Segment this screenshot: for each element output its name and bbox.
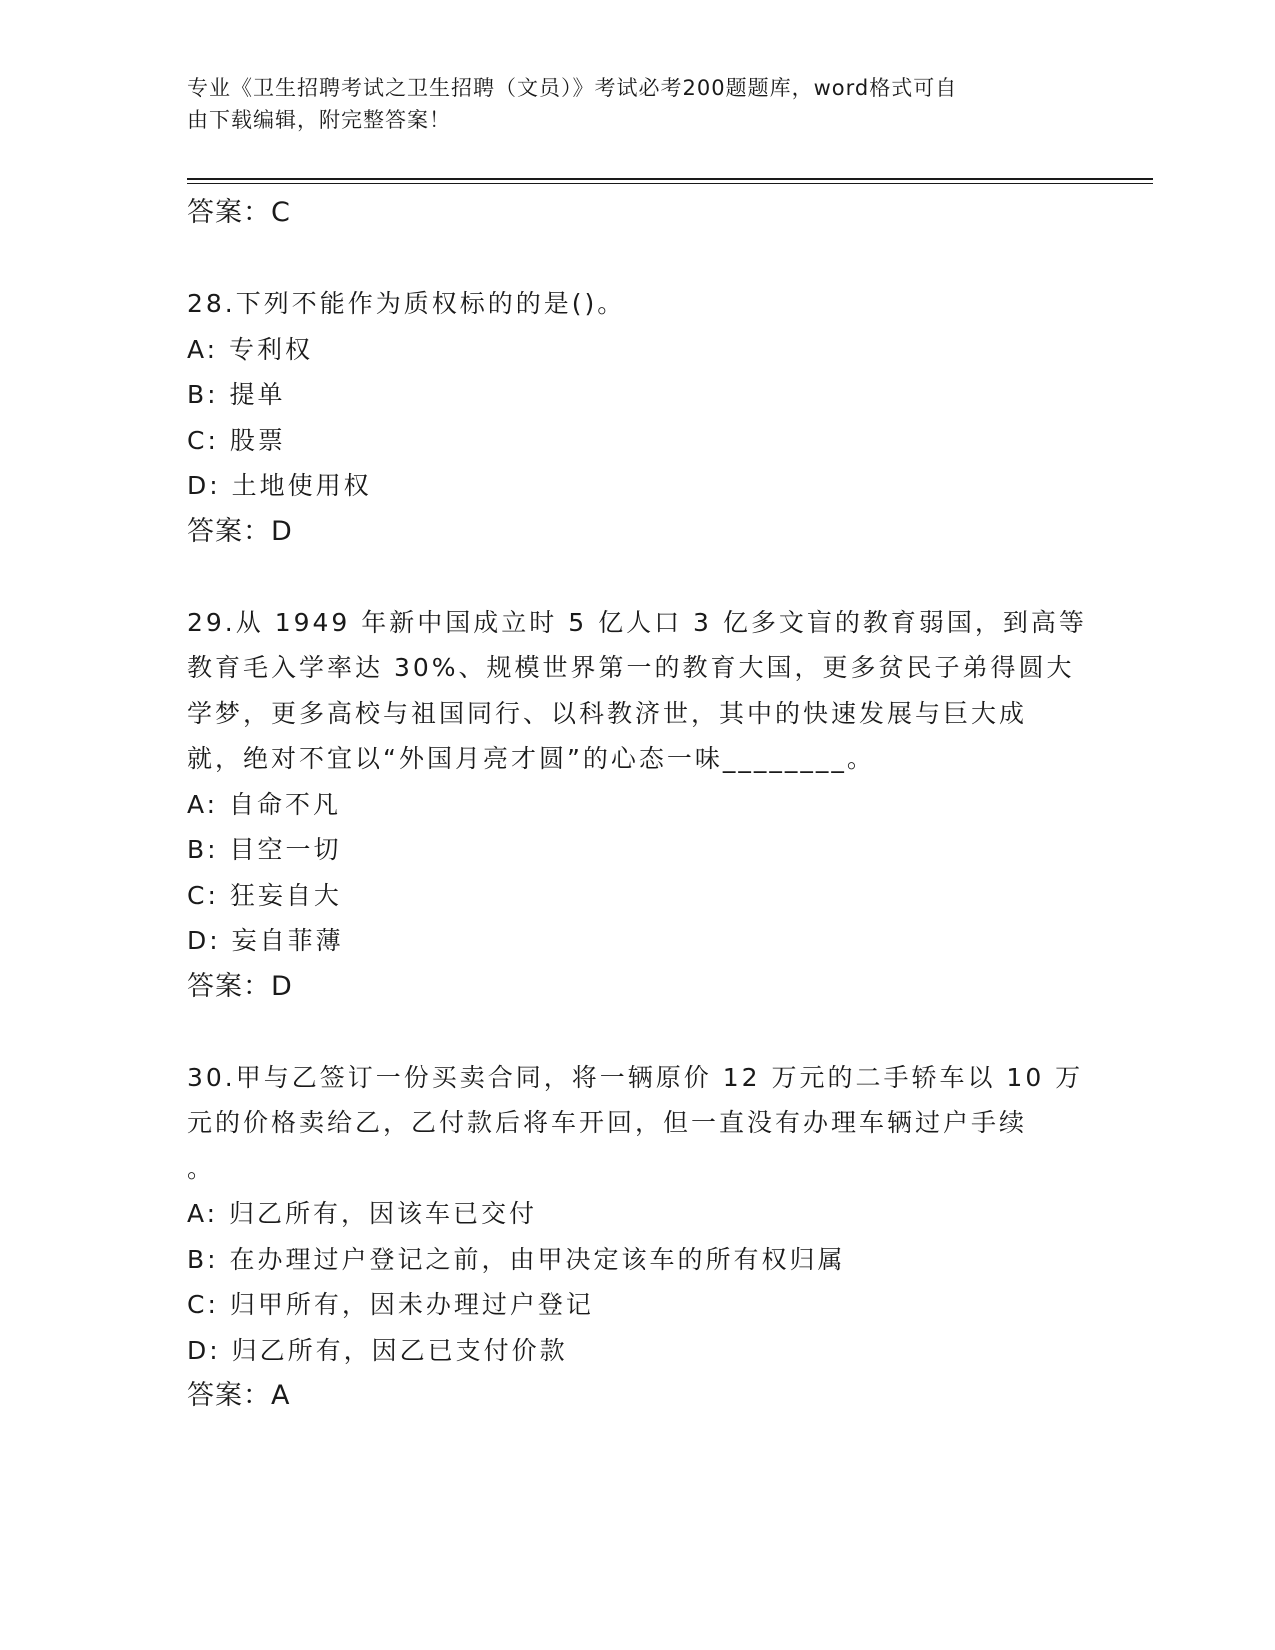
option-c: C: 股票 — [187, 425, 286, 455]
question-block — [187, 1055, 1087, 1419]
option-d: D: 土地使用权 — [187, 471, 372, 500]
spacer — [187, 236, 1087, 282]
option-b: B: 在办理过户登记之前，由甲决定该车的所有权归属 — [187, 1244, 846, 1274]
option-d: D: 妄自菲薄 — [187, 926, 344, 955]
question-stem: 就，绝对不宜以“外国月亮才圆”的心态一味________。 — [187, 744, 875, 773]
answer: 答案：D — [187, 515, 293, 547]
option-c: C: 归甲所有，因未办理过户登记 — [187, 1290, 594, 1319]
header-divider-thin — [187, 183, 1153, 184]
answer: 答案：A — [187, 1380, 291, 1411]
header-line-2: 由下载编辑，附完整答案！ — [187, 108, 451, 132]
spacer — [187, 554, 1087, 600]
question-block — [187, 600, 1087, 1010]
question-stem: 28.下列不能作为质权标的的是()。 — [187, 289, 626, 318]
option-b: B: 提单 — [187, 380, 286, 409]
option-a: A: 归乙所有，因该车已交付 — [187, 1199, 538, 1228]
question-stem: 。 — [187, 1153, 216, 1183]
spacer — [187, 1009, 1087, 1055]
question-list — [187, 190, 1087, 1419]
option-b: B: 目空一切 — [187, 835, 342, 864]
option-d: D: 归乙所有，因乙已支付价款 — [187, 1335, 568, 1365]
question-block — [187, 281, 1087, 554]
question-stem: 元的价格卖给乙，乙付款后将车开回，但一直没有办理车辆过户手续 — [187, 1108, 1028, 1137]
option-c: C: 狂妄自大 — [187, 880, 342, 910]
option-a: A: 自命不凡 — [187, 789, 342, 819]
previous-answer: 答案：C — [187, 197, 291, 228]
header-line-1: 专业《卫生招聘考试之卫生招聘（文员）》考试必考200题题库，word格式可自 — [187, 76, 958, 100]
question-stem: 教育毛入学率达 30%、规模世界第一的教育大国，更多贫民子弟得圆大 — [187, 653, 1075, 682]
option-a: A: 专利权 — [187, 334, 314, 364]
page-header — [187, 72, 1067, 136]
answer: 答案：D — [187, 970, 293, 1002]
question-stem: 30.甲与乙签订一份买卖合同，将一辆原价 12 万元的二手轿车以 10 万 — [187, 1062, 1084, 1092]
question-stem: 学梦，更多高校与祖国同行、以科教济世，其中的快速发展与巨大成 — [187, 698, 1028, 728]
question-stem: 29.从 1949 年新中国成立时 5 亿人口 3 亿多文盲的教育弱国，到高等 — [187, 607, 1087, 637]
header-divider-thick — [187, 178, 1153, 180]
